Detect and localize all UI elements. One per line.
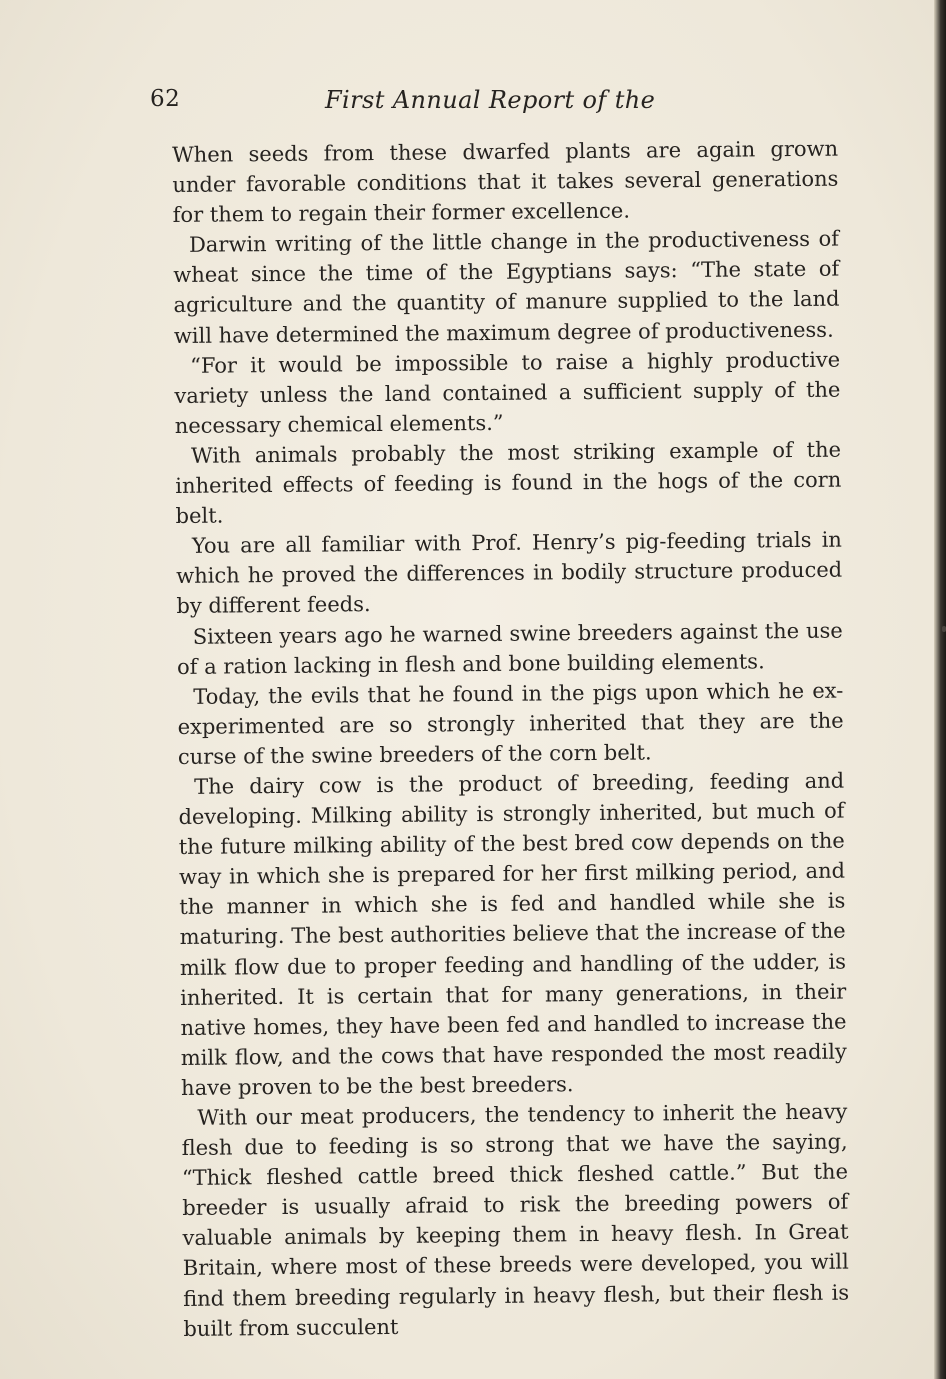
paragraph: When seeds from these dwarfed plants are again grown under favorable conditions that it takes several generations for them to regain their former excellence.	[172, 136, 839, 228]
paragraph: With animals probably the most striking example of the inherited effects of feeding is found in the hogs of the corn belt.	[175, 437, 842, 529]
paper-speck	[942, 626, 946, 632]
paragraph: You are all familiar with Prof. Henry’s pig-feeding trials in which he proved the differences in bodily structure produced by different feeds.	[176, 527, 843, 619]
paragraph: The dairy cow is the product of breeding, feeding and developing. Milking ability is strongly inherited, but much of the future milking ability of the best bred cow depends on the way in which she is prepared for her first milking period, and the manner in which she is fed and handled while she is maturing. The best authorities believe that the increase of the milk flow due to proper feeding and handling of the udder, is inherited. It is certain that for many generations, in their native homes, they have been fed and handled to increase the milk flow, and the cows that have responded the most readily have proven to be the best breeders.	[178, 768, 847, 1100]
page-header	[150, 86, 830, 126]
paragraph: Today, the evils that he found in the pigs upon which he ex-experimented are so strongly inherited that they are the curse of the swine breeders of the corn belt.	[177, 678, 844, 769]
running-title: First Annual Report of the	[325, 86, 656, 114]
paragraph: Sixteen years ago he warned swine breeders against the use of a ration lacking in flesh and bone building elements.	[176, 618, 843, 679]
page-binding-edge	[934, 0, 946, 1379]
page-number: 62	[150, 86, 181, 112]
paragraph: “For it would be impossible to raise a highly productive variety unless the land contained a sufficient supply of the necessary chemical elements.”	[174, 347, 841, 438]
paragraph: With our meat producers, the tendency to inherit the heavy flesh due to feeding is so strong that we have the saying, “Thick fleshed cattle breed thick fleshed cattle.” But the breeder is usually afraid to risk the breeding powers of valuable animals by keeping them in heavy flesh. In Great Britain, where most of these breeds were developed, you will find them breeding regularly in heavy flesh, but their flesh is built from succulent	[181, 1099, 850, 1341]
body-text	[172, 134, 850, 1344]
paragraph: Darwin writing of the little change in the productiveness of wheat since the time of the Egyptians says: “The state of agriculture and the quantity of manure supplied to the land will have determined the maximum degree of productiveness.	[173, 226, 840, 348]
